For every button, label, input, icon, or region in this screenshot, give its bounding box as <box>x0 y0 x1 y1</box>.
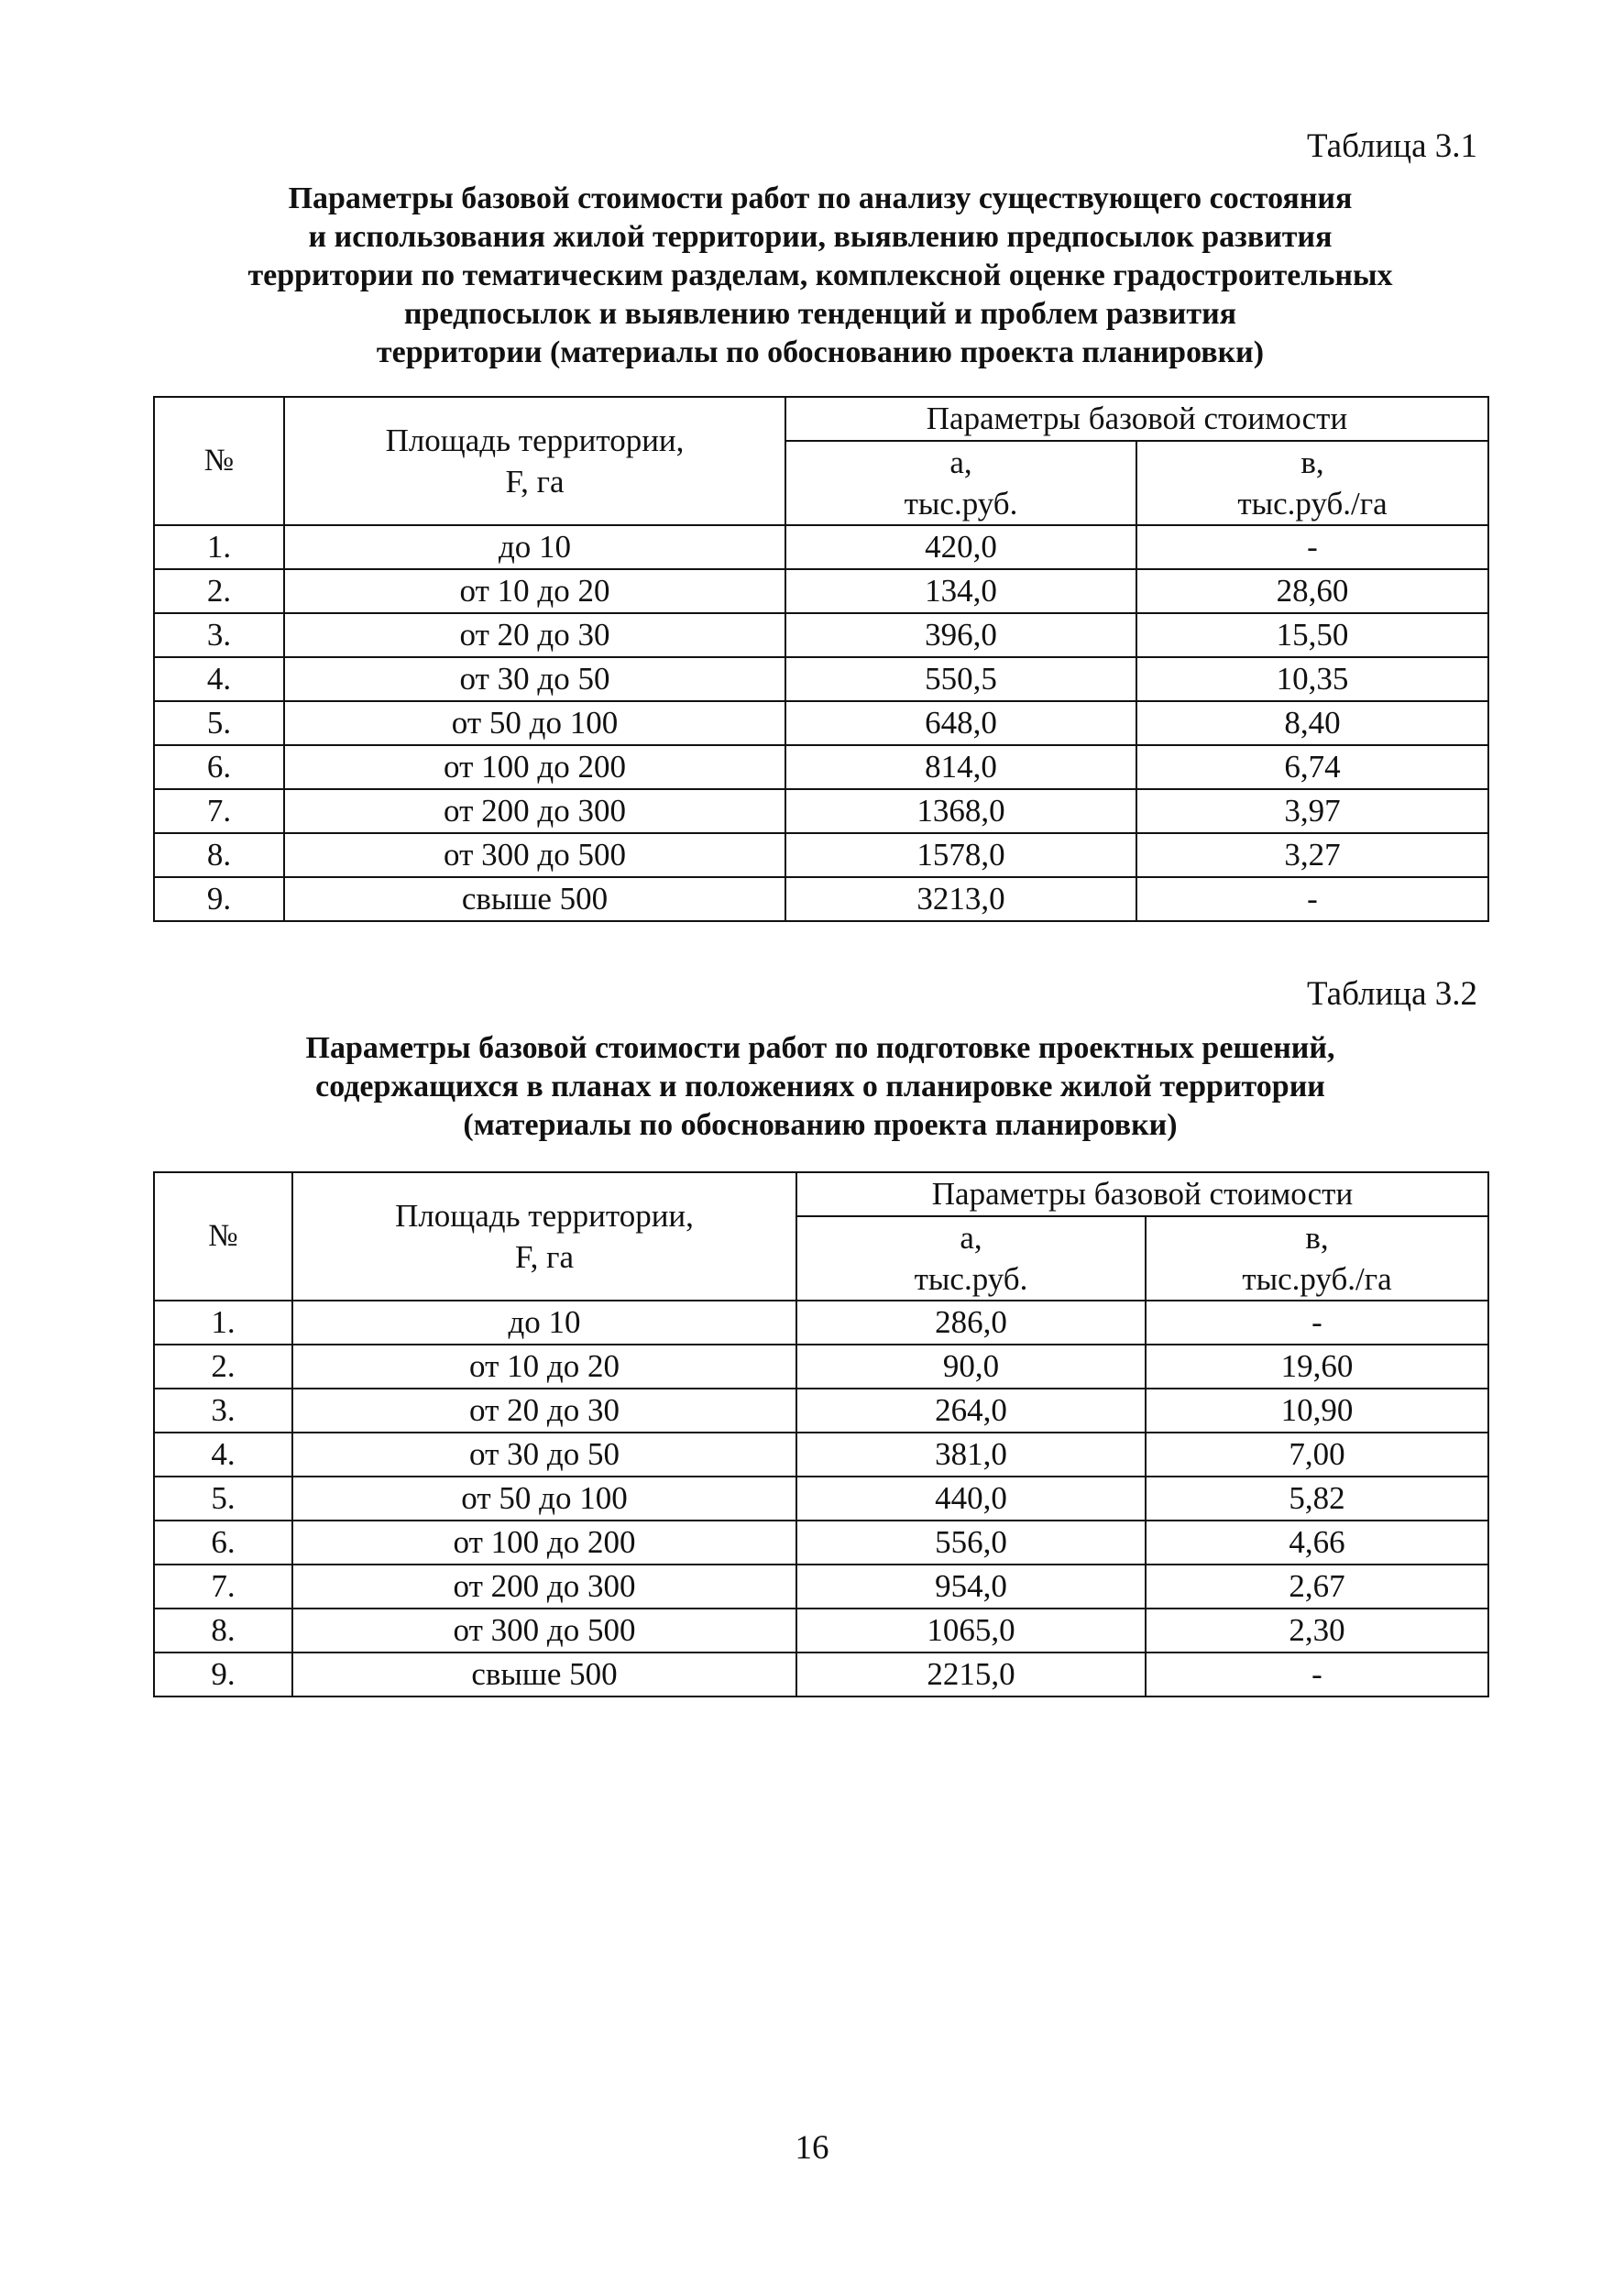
cell-b: 19,60 <box>1146 1345 1488 1389</box>
table-row <box>154 613 1488 657</box>
cell-a: 381,0 <box>796 1433 1146 1477</box>
cell-b: 3,97 <box>1136 789 1488 833</box>
cell-num: 1. <box>154 525 284 569</box>
cell-a: 1065,0 <box>796 1609 1146 1653</box>
cell-num: 2. <box>154 569 284 613</box>
header-area-line1: Площадь территории, <box>395 1198 694 1234</box>
cell-num: 7. <box>154 1565 292 1609</box>
cell-b: - <box>1146 1301 1488 1345</box>
title-line: территории (материалы по обоснованию проекта планировки) <box>376 335 1265 369</box>
header-num: № <box>154 1172 292 1301</box>
cell-area: от 200 до 300 <box>292 1565 796 1609</box>
cell-num: 8. <box>154 833 284 877</box>
header-b-line2: тыс.руб./га <box>1237 486 1388 522</box>
cell-num: 2. <box>154 1345 292 1389</box>
table-3-1-label: Таблица 3.1 <box>1307 127 1477 165</box>
header-area-line2: F, га <box>514 1239 575 1275</box>
cell-area: от 20 до 30 <box>292 1389 796 1433</box>
title-line: содержащихся в планах и положениях о планировке жилой территории <box>315 1070 1325 1104</box>
header-area-line1: Площадь территории, <box>385 423 685 458</box>
title-line: (материалы по обоснованию проекта планировки) <box>463 1108 1178 1142</box>
table-row <box>154 1345 1488 1389</box>
header-a <box>785 441 1136 525</box>
table-row <box>154 1609 1488 1653</box>
cell-num: 5. <box>154 701 284 745</box>
cell-b: 4,66 <box>1146 1521 1488 1565</box>
title-line: Параметры базовой стоимости работ по подготовке проектных решений, <box>305 1031 1335 1065</box>
table-row <box>154 569 1488 613</box>
header-a-line1: а, <box>949 445 972 480</box>
header-b <box>1146 1216 1488 1301</box>
cell-area: от 20 до 30 <box>284 613 785 657</box>
cell-num: 9. <box>154 877 284 921</box>
title-line: территории по тематическим разделам, комплексной оценке градостроительных <box>247 258 1393 292</box>
cell-b: - <box>1146 1653 1488 1697</box>
cell-b: 3,27 <box>1136 833 1488 877</box>
header-b <box>1136 441 1488 525</box>
cell-a: 556,0 <box>796 1521 1146 1565</box>
header-a-line1: а, <box>960 1220 982 1256</box>
cell-area: до 10 <box>292 1301 796 1345</box>
cell-a: 954,0 <box>796 1565 1146 1609</box>
cell-a: 1368,0 <box>785 789 1136 833</box>
cell-a: 1578,0 <box>785 833 1136 877</box>
table-row <box>154 833 1488 877</box>
cell-area: от 50 до 100 <box>284 701 785 745</box>
table-row <box>154 1565 1488 1609</box>
cell-b: 28,60 <box>1136 569 1488 613</box>
header-b-line1: в, <box>1300 445 1324 480</box>
title-line: и использования жилой территории, выявлению предпосылок развития <box>308 220 1333 254</box>
cell-a: 134,0 <box>785 569 1136 613</box>
cell-b: 2,30 <box>1146 1609 1488 1653</box>
cell-num: 5. <box>154 1477 292 1521</box>
table-3-2-label: Таблица 3.2 <box>1307 975 1477 1013</box>
cell-area: от 300 до 500 <box>284 833 785 877</box>
cell-area: от 30 до 50 <box>284 657 785 701</box>
table-3-1 <box>153 396 1489 922</box>
cell-a: 2215,0 <box>796 1653 1146 1697</box>
cell-area: до 10 <box>284 525 785 569</box>
cell-b: 8,40 <box>1136 701 1488 745</box>
cell-area: от 100 до 200 <box>284 745 785 789</box>
table-3-2-title <box>147 1029 1494 1145</box>
table-row <box>154 1389 1488 1433</box>
title-line: Параметры базовой стоимости работ по анализу существующего состояния <box>288 181 1353 215</box>
cell-a: 550,5 <box>785 657 1136 701</box>
cell-area: от 50 до 100 <box>292 1477 796 1521</box>
table-row <box>154 525 1488 569</box>
cell-num: 4. <box>154 1433 292 1477</box>
title-line: предпосылок и выявлению тенденций и проблем развития <box>403 297 1237 331</box>
table-row <box>154 1653 1488 1697</box>
header-num: № <box>154 397 284 525</box>
cell-area: от 30 до 50 <box>292 1433 796 1477</box>
table-row <box>154 701 1488 745</box>
header-a-line2: тыс.руб. <box>904 486 1018 522</box>
cell-area: от 10 до 20 <box>284 569 785 613</box>
cell-area: от 100 до 200 <box>292 1521 796 1565</box>
cell-a: 420,0 <box>785 525 1136 569</box>
table-row <box>154 877 1488 921</box>
table-row <box>154 1521 1488 1565</box>
cell-num: 9. <box>154 1653 292 1697</box>
cell-b: 15,50 <box>1136 613 1488 657</box>
cell-a: 264,0 <box>796 1389 1146 1433</box>
table-3-1-title <box>147 180 1494 372</box>
header-b-line2: тыс.руб./га <box>1242 1261 1392 1297</box>
cell-a: 396,0 <box>785 613 1136 657</box>
cell-area: от 200 до 300 <box>284 789 785 833</box>
cell-a: 90,0 <box>796 1345 1146 1389</box>
cell-area: свыше 500 <box>284 877 785 921</box>
cell-b: 10,90 <box>1146 1389 1488 1433</box>
cell-b: 10,35 <box>1136 657 1488 701</box>
header-params: Параметры базовой стоимости <box>785 397 1488 441</box>
cell-num: 3. <box>154 613 284 657</box>
cell-a: 3213,0 <box>785 877 1136 921</box>
header-area-line2: F, га <box>505 464 565 500</box>
cell-b: 5,82 <box>1146 1477 1488 1521</box>
cell-a: 440,0 <box>796 1477 1146 1521</box>
header-area <box>284 397 785 525</box>
header-area <box>292 1172 796 1301</box>
table-row <box>154 1301 1488 1345</box>
cell-a: 286,0 <box>796 1301 1146 1345</box>
cell-b: 2,67 <box>1146 1565 1488 1609</box>
header-a <box>796 1216 1146 1301</box>
cell-num: 1. <box>154 1301 292 1345</box>
page-number: 16 <box>795 2129 829 2167</box>
table-row <box>154 1477 1488 1521</box>
header-params: Параметры базовой стоимости <box>796 1172 1488 1216</box>
header-a-line2: тыс.руб. <box>914 1261 1028 1297</box>
cell-area: от 300 до 500 <box>292 1609 796 1653</box>
header-b-line1: в, <box>1305 1220 1329 1256</box>
cell-num: 4. <box>154 657 284 701</box>
cell-num: 6. <box>154 745 284 789</box>
table-row <box>154 745 1488 789</box>
cell-a: 648,0 <box>785 701 1136 745</box>
cell-num: 6. <box>154 1521 292 1565</box>
cell-num: 8. <box>154 1609 292 1653</box>
cell-area: от 10 до 20 <box>292 1345 796 1389</box>
cell-area: свыше 500 <box>292 1653 796 1697</box>
cell-b: - <box>1136 877 1488 921</box>
table-row <box>154 1433 1488 1477</box>
cell-b: - <box>1136 525 1488 569</box>
table-3-2 <box>153 1171 1489 1697</box>
cell-num: 3. <box>154 1389 292 1433</box>
cell-num: 7. <box>154 789 284 833</box>
cell-b: 7,00 <box>1146 1433 1488 1477</box>
table-row <box>154 657 1488 701</box>
cell-b: 6,74 <box>1136 745 1488 789</box>
table-row <box>154 789 1488 833</box>
cell-a: 814,0 <box>785 745 1136 789</box>
